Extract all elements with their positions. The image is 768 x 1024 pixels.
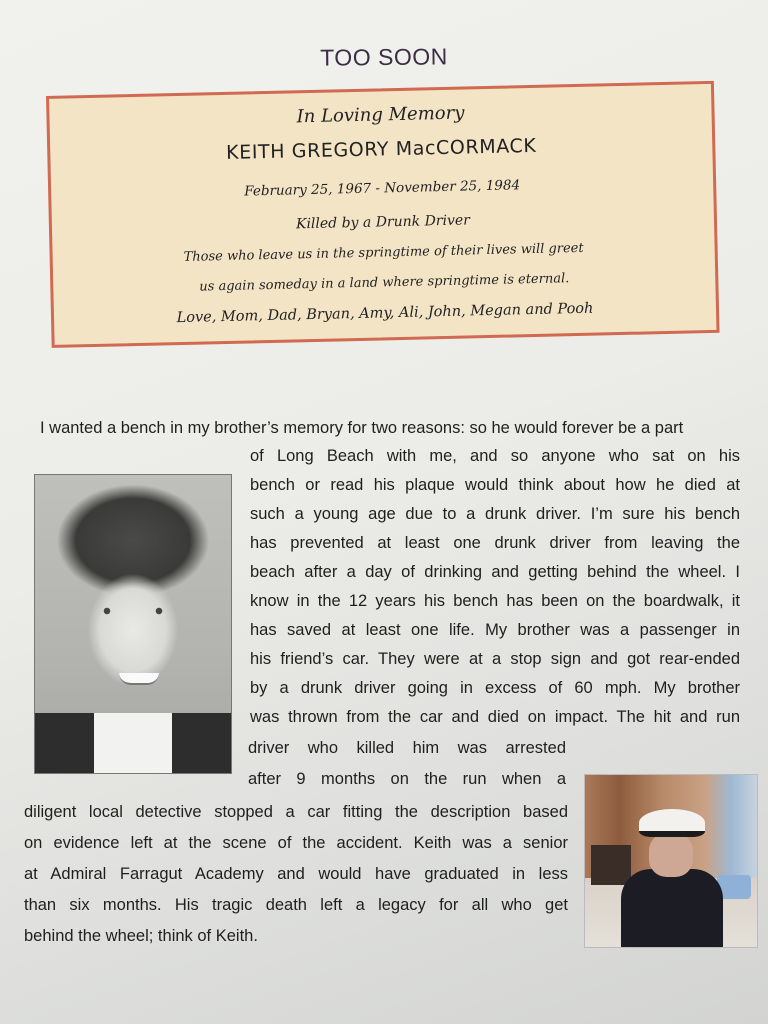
story-line: than six months. His tragic death left a legacy for all who get	[24, 896, 568, 914]
memorial-heading: In Loving Memory	[296, 102, 465, 128]
memorial-plaque-box	[46, 81, 720, 348]
memorial-cause: Killed by a Drunk Driver	[295, 212, 471, 233]
portrait-smile-detail	[119, 673, 159, 685]
story-line: of Long Beach with me, and so anyone who sat on his	[250, 447, 740, 465]
story-line: has prevented at least one drunk driver from leaving the	[250, 534, 740, 552]
story-line: know in the 12 years his bench has been on the boardwalk, it	[250, 592, 740, 610]
story-line: was thrown from the car and died on impact. The hit and run	[250, 708, 740, 726]
story-line: by a drunk driver going in excess of 60 mph. My brother	[250, 679, 740, 697]
memorial-quote-line-2: us again someday in a land where springtime is eternal.	[199, 271, 570, 295]
yearbook-portrait-photo	[34, 474, 232, 774]
cadet-uniform-photo	[584, 774, 758, 948]
story-narrow-column	[248, 738, 566, 800]
memorial-dates: February 25, 1967 - November 25, 1984	[244, 177, 521, 200]
story-line: behind the wheel; think of Keith.	[24, 927, 258, 945]
story-line: driver who killed him was arrested	[248, 739, 566, 757]
cadet-coat	[621, 869, 723, 948]
memorial-name: KEITH GREGORY MacCORMACK	[225, 134, 537, 164]
cadet-cap	[639, 809, 705, 837]
story-line: his friend’s car. They were at a stop sign and got rear-ended	[250, 650, 740, 668]
story-line: beach after a day of drinking and getting behind the wheel. I	[250, 563, 740, 581]
story-bottom-block	[24, 802, 568, 957]
story-line: at Admiral Farragut Academy and would have graduated in less	[24, 865, 568, 883]
story-line: such a young age due to a drunk driver. I’m sure his bench	[250, 505, 740, 523]
page-title: TOO SOON	[320, 43, 448, 71]
cadet-background-house	[591, 845, 631, 885]
story-right-column	[250, 446, 740, 736]
story-line: bench or read his plaque would think about how he died at	[250, 476, 740, 494]
portrait-eyes-detail	[97, 607, 169, 615]
cadet-face	[649, 833, 693, 877]
portrait-suit-detail	[35, 713, 231, 773]
story-line: diligent local detective stopped a car fitting the description based	[24, 803, 568, 821]
story-line: has saved at least one life. My brother was a passenger in	[250, 621, 740, 639]
memorial-quote-line-1: Those who leave us in the springtime of their lives will greet	[183, 240, 584, 265]
story-first-line: I wanted a bench in my brother’s memory for two reasons: so he would forever be a part	[40, 419, 684, 437]
story-line: after 9 months on the run when a	[248, 770, 566, 788]
memorial-signoff: Love, Mom, Dad, Bryan, Amy, Ali, John, Megan and Pooh	[176, 300, 594, 327]
story-line: on evidence left at the scene of the accident. Keith was a senior	[24, 834, 568, 852]
